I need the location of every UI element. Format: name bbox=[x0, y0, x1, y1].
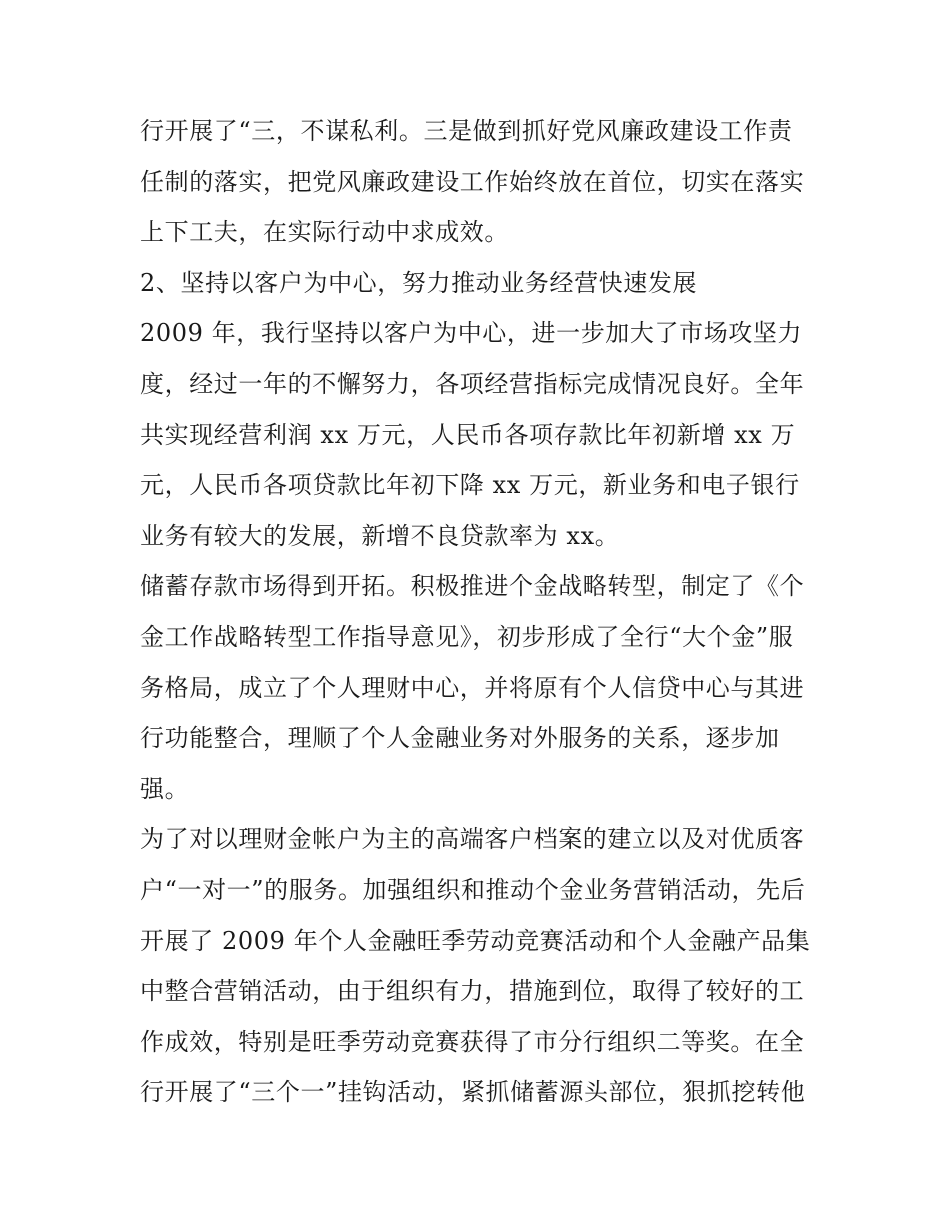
text-line: 度，经过一年的不懈努力，各项经营指标完成情况良好。全年 bbox=[140, 369, 805, 398]
text-line: 任制的落实，把党风廉政建设工作始终放在首位，切实在落实 bbox=[140, 167, 805, 196]
text-line: 为了对以理财金帐户为主的高端客户档案的建立以及对优质客 bbox=[140, 825, 805, 854]
text-line: 金工作战略转型工作指导意见》，初步形成了全行“大个金”服 bbox=[140, 622, 794, 651]
section-heading: 2、坚持以客户为中心，努力推动业务经营快速发展 bbox=[140, 268, 698, 297]
text-line: 中整合营销活动，由于组织有力，措施到位，取得了较好的工 bbox=[140, 977, 805, 1006]
text-line: 务格局，成立了个人理财中心，并将原有个人信贷中心与其进 bbox=[140, 673, 805, 702]
text-line: 2009 年，我行坚持以客户为中心，进一步加大了市场攻坚力 bbox=[140, 319, 803, 348]
document-body bbox=[140, 106, 820, 1118]
text-line: 行开展了“三，不谋私利。三是做到抓好党风廉政建设工作责 bbox=[140, 117, 793, 145]
text-line: 共实现经营利润 xx 万元，人民币各项存款比年初新增 xx 万 bbox=[140, 420, 796, 449]
text-line: 强。 bbox=[140, 774, 190, 803]
text-line: 开展了 2009 年个人金融旺季劳动竞赛活动和个人金融产品集 bbox=[140, 926, 811, 955]
text-line: 上下工夫，在实际行动中求成效。 bbox=[140, 218, 509, 247]
text-line: 户“一对一”的服务。加强组织和推动个金业务营销活动，先后 bbox=[140, 875, 806, 904]
text-line: 行开展了“三个一”挂钩活动，紧抓储蓄源头部位，狠抓挖转他 bbox=[140, 1078, 806, 1107]
text-line: 储蓄存款市场得到开拓。积极推进个金战略转型，制定了《个 bbox=[140, 572, 805, 601]
text-line: 作成效，特别是旺季劳动竞赛获得了市分行组织二等奖。在全 bbox=[140, 1027, 805, 1056]
text-line: 业务有较大的发展，新增不良贷款率为 xx。 bbox=[140, 521, 620, 550]
text-line: 元，人民币各项贷款比年初下降 xx 万元，新业务和电子银行 bbox=[140, 471, 800, 500]
text-line: 行功能整合，理顺了个人金融业务对外服务的关系，逐步加 bbox=[140, 724, 780, 753]
